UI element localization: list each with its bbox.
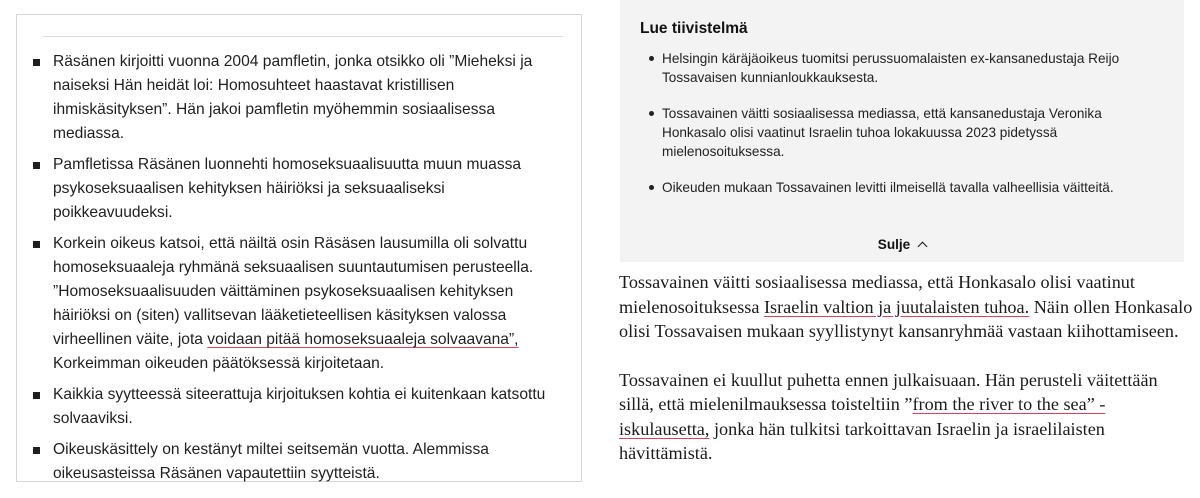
list-item (17, 383, 581, 431)
square-bullet-icon (33, 162, 40, 169)
close-summary-button[interactable] (620, 237, 1184, 252)
square-bullet-icon (33, 59, 40, 66)
summary-box (620, 0, 1184, 262)
list-item (17, 50, 581, 146)
paragraph-text: jonka hän tulkitsi tarkoittavan Israelin ja israelilaisten hävittämistä. (619, 418, 1105, 463)
close-summary-label: Sulje (877, 237, 911, 252)
paragraph-text: Näin ollen Honkasalo olisi Tossavaisen mukaan syyllistynyt kansanryhmää vastaan kiihottamiseen. (619, 296, 1193, 341)
list-item-text: Pamfletissa Räsänen luonnehti homoseksuaalisuutta muun muassa psykoseksuaalisen kehityksen häiriöksi ja seksuaaliseksi poikkeavuudeksi. (53, 156, 522, 221)
list-item-text: Räsänen kirjoitti vuonna 2004 pamfletin, jonka otsikko oli ”Mieheksi ja naiseksi Hän heidät loi: Homosuhteet haastavat kristillisen ihmiskäsityksen”. Hän jakoi pamfletin myöhemmin sosiaalisessa mediassa. (53, 53, 533, 142)
summary-item-text: Oikeuden mukaan Tossavainen levitti ilmeisellä tavalla valheellisia väitteitä. (662, 180, 1114, 195)
list-item (17, 153, 581, 225)
divider (43, 36, 563, 37)
inline-link[interactable]: from the river to the sea” -iskulausetta, (619, 394, 1106, 439)
bullet-list (17, 50, 581, 493)
summary-item (620, 104, 1184, 161)
paragraph-text: Tossavainen ei kuullut puhetta ennen julkaisuaan. Hän perusteli väitettään sillä, että mielenilmauksessa toisteltiin ” (619, 369, 1158, 414)
list-item (17, 438, 581, 486)
list-item-text: Oikeuskäsittely on kestänyt miltei seitsemän vuotta. Alemmissa oikeusasteissa Räsänen vapautettiin syytteistä. (53, 441, 489, 482)
article-paragraph (619, 270, 1194, 344)
summary-item-text: Tossavainen väitti sosiaalisessa mediassa, että kansanedustaja Veronika Honkasalo olisi vaatinut Israelin tuhoa lokakuussa 2023 pidetyssä mielenosoituksessa. (662, 106, 1102, 159)
list-item-text: Korkein oikeus katsoi, että näiltä osin Räsäsen lausumilla oli solvattu homoseksuaaleja ryhmänä seksuaalisen suuntautumisen perusteella. ”Homoseksuaalisuuden väittäminen psykoseksuaalisen kehityksen häiriöksi on (siten) vallitsevan lääketieteellisen käsityksen valossa virheellinen väite, jota (53, 235, 534, 348)
list-item-text: Kaikkia syytteessä siteerattuja kirjoituksen kohtia ei kuitenkaan katsottu solvaaviksi. (53, 386, 546, 427)
inline-link[interactable]: voidaan pitää homoseksuaaleja solvaavana”, (207, 331, 519, 348)
chevron-up-icon (918, 242, 928, 252)
round-bullet-icon (649, 111, 654, 116)
article-body (619, 270, 1194, 490)
left-article-panel (16, 14, 582, 482)
list-item (17, 232, 581, 376)
summary-title: Lue tiivistelmä (640, 20, 748, 37)
square-bullet-icon (33, 392, 40, 399)
summary-item (620, 49, 1184, 87)
article-paragraph (619, 368, 1194, 466)
summary-list (620, 49, 1184, 214)
round-bullet-icon (649, 56, 654, 61)
paragraph-text: Tossavainen väitti sosiaalisessa mediassa, että Honkasalo olisi vaatinut mielenosoituksessa (619, 272, 1135, 317)
round-bullet-icon (649, 185, 654, 190)
square-bullet-icon (33, 447, 40, 454)
inline-link[interactable]: Israelin valtion ja juutalaisten tuhoa. (763, 296, 1030, 317)
list-item-text: Korkeimman oikeuden päätöksessä kirjoitetaan. (53, 355, 385, 372)
square-bullet-icon (33, 241, 40, 248)
summary-item-text: Helsingin käräjäoikeus tuomitsi perussuomalaisten ex-kansanedustaja Reijo Tossavaisen kunnianloukkauksesta. (662, 51, 1120, 85)
summary-item (620, 178, 1184, 197)
